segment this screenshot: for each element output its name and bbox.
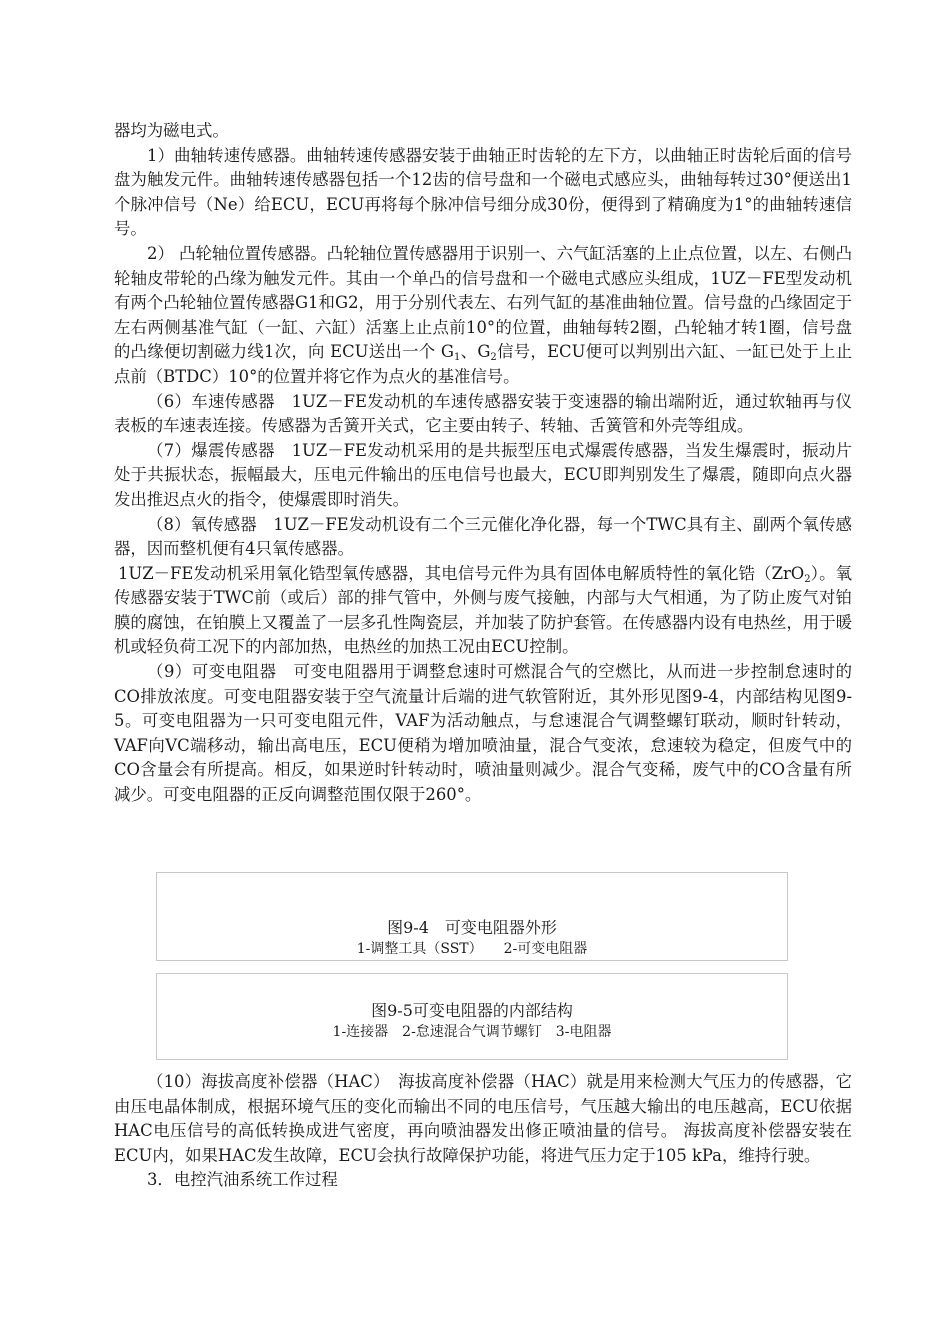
figure-legend: 1-连接器 2-怠速混合气调节螺钉 3-电阻器 <box>332 1024 612 1040</box>
paragraph-knock-sensor: （7）爆震传感器 1UZ－FE发动机采用的是共振型压电式爆震传感器，当发生爆震时，振动片处于共振状态，振幅最大，压电元件输出的压电信号也最大，ECU即判别发生了爆震，随即向点火器发出推迟点火的指令，使爆震即时消失。 <box>114 440 852 509</box>
section-heading: 3．电控汽油系统工作过程 <box>147 1170 338 1190</box>
paragraph-speed-sensor: （6）车速传感器 1UZ－FE发动机的车速传感器安装于变速器的输出端附近，通过软轴再与仪表板的车速表连接。传感器为舌簧开关式，它主要由转子、转轴、舌簧管和外壳等组成。 <box>114 391 852 436</box>
figure-caption: 图9-5可变电阻器的内部结构 <box>371 1001 573 1020</box>
document-body-continued <box>114 1070 852 1193</box>
paragraph-zirconia: 1UZ－FE发动机采用氧化锆型氧传感器，其电信号元件为具有固体电解质特性的氧化锆（ZrO$_2$）。氧传感器安装于TWC前（或后）部的排气管中，外侧与废气接触，内部与大气相通，为了防止废气对铂膜的腐蚀，在铂膜上又覆盖了一层多孔性陶瓷层，并加装了防护套管。在传感器内设有电热丝，用于暖机或轻负荷工况下的内部加热，电热丝的加热工况由ECU控制。 <box>114 563 852 657</box>
figure-caption: 图9-4 可变电阻器外形 <box>387 918 557 937</box>
paragraph-crankshaft-sensor: 1）曲轴转速传感器。曲轴转速传感器安装于曲轴正时齿轮的左下方，以曲轴正时齿轮后面的信号盘为触发元件。曲轴转速传感器包括一个12齿的信号盘和一个磁电式感应头，曲轴每转过30°便送出1个脉冲信号（Ne）给ECU，ECU再将每个脉冲信号细分成30份，便得到了精确度为1°的曲轴转速信号。 <box>114 145 852 239</box>
document-body <box>114 119 852 808</box>
paragraph-hac: （10）海拔高度补偿器（HAC） 海拔高度补偿器（HAC）就是用来检测大气压力的传感器，它由压电晶体制成，根据环境气压的变化而输出不同的电压信号，气压越大输出的电压越高，ECU依据HAC电压信号的高低转换成进气密度，再向喷油器发出修正喷油量的信号。 海拔高度补偿器安装在ECU内，如果HAC发生故障，ECU会执行故障保护功能，将进气压力定于105 kPa，维持行驶。 <box>114 1072 852 1165</box>
paragraph-camshaft-sensor: 2） 凸轮轴位置传感器。凸轮轴位置传感器用于识别一、六气缸活塞的上止点位置，以左、右侧凸轮轴皮带轮的凸缘为触发元件。其由一个单凸的信号盘和一个磁电式感应头组成，1UZ－FE型发动机有两个凸轮轴位置传感器G1和G2，用于分别代表左、右列气缸的基准曲轴位置。信号盘的凸缘固定于左右两侧基准气缸（一缸、六缸）活塞上止点前10°的位置，曲轴每转2圈，凸轮轴才转1圈，信号盘的凸缘便切割磁力线1次，向 ECU送出一个 $G_1$、$G_2$信号，ECU便可以判别出六缸、一缸已处于上止点前（BTDC）10°的位置并将它作为点火的基准信号。 <box>114 243 853 386</box>
figure-legend: 1-调整工具（SST） 2-可变电阻器 <box>356 941 588 957</box>
figure-9-4 <box>156 872 788 961</box>
paragraph: 器均为磁电式。 <box>114 121 229 140</box>
paragraph-variable-resistor: （9）可变电阻器 可变电阻器用于调整怠速时可燃混合气的空燃比，从而进一步控制怠速时的CO排放浓度。可变电阻器安装于空气流量计后端的进气软管附近，其外形见图9-4，内部结构见图9-5。可变电阻器为一只可变电阻元件，VAF为活动触点，与怠速混合气调整螺钉联动，顺时针转动，VAF向VC端移动，输出高电压，ECU便稍为增加喷油量，混合气变浓，怠速较为稳定，但废气中的CO含量会有所提高。相反，如果逆时针转动时，喷油量则减少。混合气变稀，废气中的CO含量有所减少。可变电阻器的正反向调整范围仅限于260°。 <box>114 662 852 805</box>
figure-9-5 <box>156 973 788 1060</box>
paragraph-oxygen-sensor: （8）氧传感器 1UZ－FE发动机设有二个三元催化净化器，每一个TWC具有主、副两个氧传感器，因而整机便有4只氧传感器。 <box>114 514 852 559</box>
